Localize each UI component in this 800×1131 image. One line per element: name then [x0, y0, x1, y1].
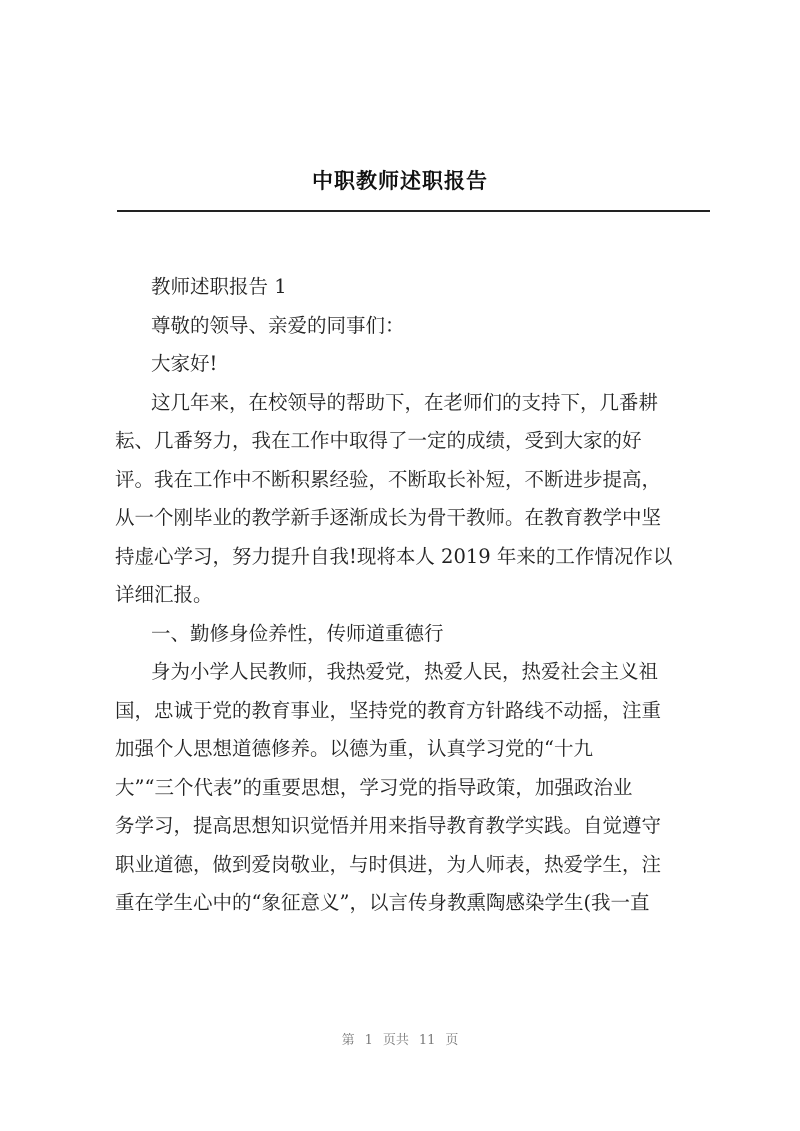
paragraph-line: 持虚心学习，努力提升自我!现将本人 2019 年来的工作情况作以: [115, 544, 673, 568]
footer-page-suffix: 页: [445, 1033, 459, 1048]
paragraph-line: 加强个人思想道德修养。以德为重，认真学习党的“十九: [115, 737, 593, 760]
document-title: 中职教师述职报告: [312, 168, 488, 193]
paragraph-line: 务学习，提高思想知识觉悟并用来指导教育教学实践。自觉遵守: [115, 814, 662, 837]
paragraph-line: 从一个刚毕业的教学新手逐渐成长为骨干教师。在教育教学中坚: [115, 506, 662, 529]
paragraph-line: 耘、几番努力，我在工作中取得了一定的成绩，受到大家的好: [115, 429, 642, 452]
section-heading: 一、勤修身俭养性，传师道重德行: [151, 621, 444, 645]
paragraph-line: 重在学生心中的“象征意义”，以言传身教熏陶感染学生(我一直: [115, 891, 650, 914]
paragraph-line: 身为小学人民教师，我热爱党，热爱人民，热爱社会主义祖: [151, 660, 659, 683]
paragraph-line: 大”“三个代表”的重要思想，学习党的指导政策，加强政治业: [115, 775, 633, 799]
footer-page-number: 1: [364, 1033, 373, 1048]
paragraph-line: 评。我在工作中不断积累经验，不断取长补短，不断进步提高，: [115, 467, 662, 491]
footer-page-word: 第: [341, 1033, 355, 1048]
document-body: [115, 268, 715, 923]
title-divider: [117, 210, 710, 212]
footer-total-word: 页共: [382, 1033, 409, 1048]
paragraph-line: 职业道德，做到爱岗敬业，与时俱进，为人师表，热爱学生，注: [115, 852, 662, 876]
paragraph-line: 教师述职报告 1: [151, 275, 287, 298]
paragraph-line: 大家好!: [151, 352, 218, 375]
page-footer: [0, 1029, 800, 1048]
paragraph-line: 国，忠诚于党的教育事业，坚持党的教育方针路线不动摇，注重: [115, 698, 662, 722]
paragraph-line: 这几年来，在校领导的帮助下，在老师们的支持下，几番耕: [151, 390, 659, 414]
footer-total-pages: 11: [418, 1033, 436, 1048]
paragraph-line: 详细汇报。: [115, 583, 213, 606]
paragraph-line: 尊敬的领导、亲爱的同事们：: [151, 313, 405, 337]
